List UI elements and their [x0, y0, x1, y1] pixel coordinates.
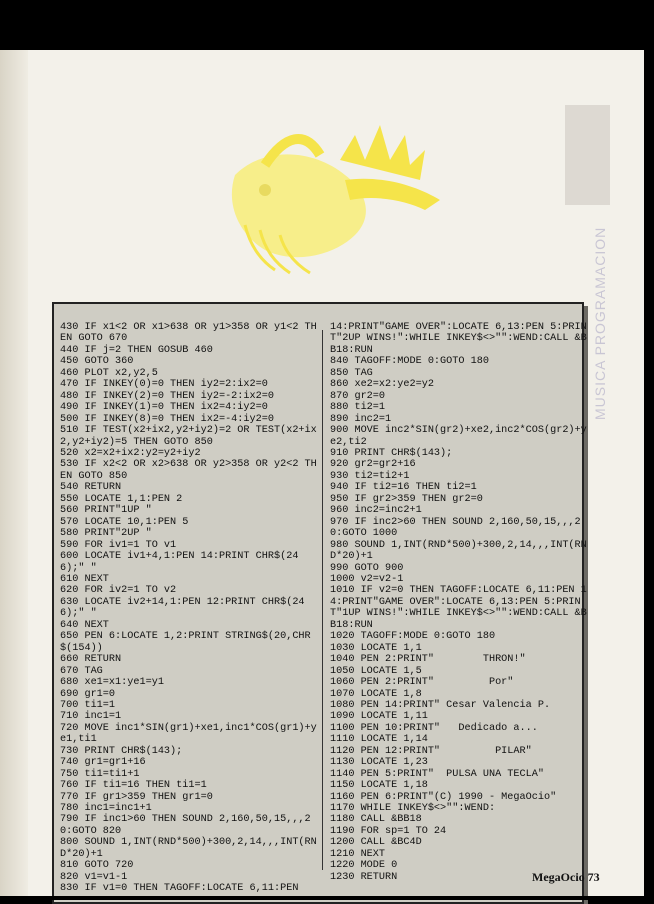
code-line: 1110 LOCATE 1,14 — [330, 734, 428, 746]
code-line: 540 RETURN — [60, 482, 122, 494]
page-spine — [0, 50, 28, 896]
code-line: 980 SOUND 1,INT(RND*500)+300,2,14,,,INT(RND*20)+1 — [330, 539, 587, 563]
code-line: 450 GOTO 360 — [60, 356, 134, 368]
code-line: 1160 PEN 6:PRINT"(C) 1990 - MegaOcio" — [330, 791, 557, 803]
code-line: 680 xe1=x1:ye1=y1 — [60, 677, 164, 689]
code-line: 620 FOR iv2=1 TO v2 — [60, 585, 177, 597]
side-section-title: MUSICA PROGRAMACION — [592, 226, 608, 420]
code-line: 14:PRINT"GAME OVER":LOCATE 6,13:PEN 5:PRINT"2UP WINS!":WHILE INKEY$<>"":WEND:CALL &BB18:RUN — [330, 322, 587, 356]
code-line: 1100 PEN 10:PRINT" Dedicado a... — [330, 722, 538, 734]
code-line: 1070 LOCATE 1,8 — [330, 688, 422, 700]
code-line: 770 IF gr1>359 THEN gr1=0 — [60, 791, 213, 803]
code-line: 640 NEXT — [60, 619, 109, 631]
dragon-illustration — [205, 105, 455, 275]
code-listing-box — [52, 302, 587, 904]
code-line: 1020 TAGOFF:MODE 0:GOTO 180 — [330, 631, 496, 643]
code-line: 550 LOCATE 1,1:PEN 2 — [60, 493, 183, 505]
code-line: 660 RETURN — [60, 654, 122, 666]
code-column-left — [60, 322, 318, 895]
code-line: 700 ti1=1 — [60, 699, 116, 711]
code-line: 1120 PEN 12:PRINT" PILAR" — [330, 745, 532, 757]
code-line: 860 xe2=x2:ye2=y2 — [330, 379, 434, 391]
code-line: 990 GOTO 900 — [330, 562, 404, 574]
top-border — [0, 0, 654, 50]
code-line: 1080 PEN 14:PRINT" Cesar Valencia P. — [330, 699, 551, 711]
code-line: 600 LOCATE iv1+4,1:PEN 14:PRINT CHR$(246);" " — [60, 551, 299, 574]
code-line: 870 gr2=0 — [330, 390, 386, 402]
code-line: 1180 CALL &BB18 — [330, 814, 422, 826]
code-line: 1000 v2=v2-1 — [330, 573, 404, 585]
code-line: 1090 LOCATE 1,11 — [330, 711, 428, 723]
code-line: 960 inc2=inc2+1 — [330, 505, 422, 517]
code-line: 440 IF j=2 THEN GOSUB 460 — [60, 344, 213, 356]
code-line: 1010 IF v2=0 THEN TAGOFF:LOCATE 6,11:PEN 14:PRINT"GAME OVER":LOCATE 6,13:PEN 5:PRINT"1UP WINS!":WHILE INKEY$<>"":WEND:CALL &BB18:RUN — [330, 585, 587, 631]
code-line: 890 inc2=1 — [330, 413, 392, 425]
code-line: 1140 PEN 5:PRINT" PULSA UNA TECLA" — [330, 768, 544, 780]
code-line: 590 FOR iv1=1 TO v1 — [60, 539, 177, 551]
code-line: 1170 WHILE INKEY$<>"":WEND: — [330, 803, 496, 815]
code-line: 910 PRINT CHR$(143); — [330, 447, 453, 459]
code-line: 690 gr1=0 — [60, 688, 116, 700]
code-column-right — [330, 322, 588, 883]
code-line: 670 TAG — [60, 665, 103, 677]
code-line: 1030 LOCATE 1,1 — [330, 642, 422, 654]
code-line: 880 ti2=1 — [330, 402, 386, 414]
code-line: 1190 FOR sp=1 TO 24 — [330, 825, 447, 837]
code-line: 560 PRINT"1UP " — [60, 505, 152, 517]
code-line: 480 IF INKEY(2)=0 THEN iy2=-2:ix2=0 — [60, 390, 274, 402]
code-line: 720 MOVE inc1*SIN(gr1)+xe1,inc1*COS(gr1)+ye1,ti1 — [60, 722, 317, 746]
code-line: 750 ti1=ti1+1 — [60, 768, 140, 780]
code-line: 810 GOTO 720 — [60, 860, 134, 872]
code-line: 1210 NEXT — [330, 848, 386, 860]
code-line: 830 IF v1=0 THEN TAGOFF:LOCATE 6,11:PEN — [60, 883, 299, 895]
code-line: 570 LOCATE 10,1:PEN 5 — [60, 516, 189, 528]
code-line: 900 MOVE inc2*SIN(gr2)+xe2,inc2*COS(gr2)+ye2,ti2 — [330, 425, 587, 448]
code-line: 650 PEN 6:LOCATE 1,2:PRINT STRING$(20,CHR$(154)) — [60, 631, 311, 654]
code-line: 1230 RETURN — [330, 871, 398, 883]
code-line: 800 SOUND 1,INT(RND*500)+300,2,14,,,INT(RND*20)+1 — [60, 837, 317, 860]
code-line: 1220 MODE 0 — [330, 860, 398, 872]
code-line: 630 LOCATE iv2+14,1:PEN 12:PRINT CHR$(246);" " — [60, 596, 305, 620]
code-line: 1050 LOCATE 1,5 — [330, 665, 422, 677]
code-line: 1150 LOCATE 1,18 — [330, 780, 428, 792]
code-line: 1200 CALL &BC4D — [330, 837, 422, 849]
column-divider — [322, 330, 323, 870]
bottom-border — [0, 896, 654, 900]
code-line: 850 TAG — [330, 367, 373, 379]
code-line: 740 gr1=gr1+16 — [60, 757, 146, 769]
code-line: 1060 PEN 2:PRINT" Por" — [330, 677, 514, 689]
code-line: 470 IF INKEY(0)=0 THEN iy2=2:ix2=0 — [60, 379, 268, 391]
code-line: 940 IF ti2=16 THEN ti2=1 — [330, 482, 477, 494]
code-line: 820 v1=v1-1 — [60, 871, 128, 883]
code-line: 430 IF x1<2 OR x1>638 OR y1>358 OR y1<2 THEN GOTO 670 — [60, 322, 317, 345]
code-line: 840 TAGOFF:MODE 0:GOTO 180 — [330, 356, 489, 368]
code-line: 580 PRINT"2UP " — [60, 528, 152, 540]
right-border — [644, 50, 654, 900]
code-line: 710 inc1=1 — [60, 711, 122, 723]
code-line: 1040 PEN 2:PRINT" THRON!" — [330, 654, 526, 666]
code-line: 510 IF TEST(x2+ix2,y2+iy2)=2 OR TEST(x2+ix2,y2+iy2)=5 THEN GOTO 850 — [60, 425, 317, 448]
code-line: 760 IF ti1=16 THEN ti1=1 — [60, 780, 207, 792]
code-line: 780 inc1=inc1+1 — [60, 803, 152, 815]
code-line: 520 x2=x2+ix2:y2=y2+iy2 — [60, 447, 201, 459]
code-line: 530 IF x2<2 OR x2>638 OR y2>358 OR y2<2 THEN GOTO 850 — [60, 459, 317, 482]
code-line: 500 IF INKEY(8)=0 THEN ix2=-4:iy2=0 — [60, 413, 274, 425]
code-line: 970 IF inc2>60 THEN SOUND 2,160,50,15,,,20:GOTO 1000 — [330, 516, 581, 540]
code-line: 930 ti2=ti2+1 — [330, 470, 410, 482]
code-line: 920 gr2=gr2+16 — [330, 459, 416, 471]
code-line: 790 IF inc1>60 THEN SOUND 2,160,50,15,,,20:GOTO 820 — [60, 814, 311, 837]
code-line: 610 NEXT — [60, 573, 109, 585]
page-number-label: MegaOcio 73 — [532, 870, 600, 884]
code-line: 730 PRINT CHR$(143); — [60, 745, 183, 757]
code-line: 460 PLOT x2,y2,5 — [60, 367, 158, 379]
code-line: 1130 LOCATE 1,23 — [330, 757, 428, 769]
magazine-page — [0, 50, 644, 896]
code-line: 950 IF gr2>359 THEN gr2=0 — [330, 493, 483, 505]
code-line: 490 IF INKEY(1)=0 THEN ix2=4:iy2=0 — [60, 402, 268, 414]
